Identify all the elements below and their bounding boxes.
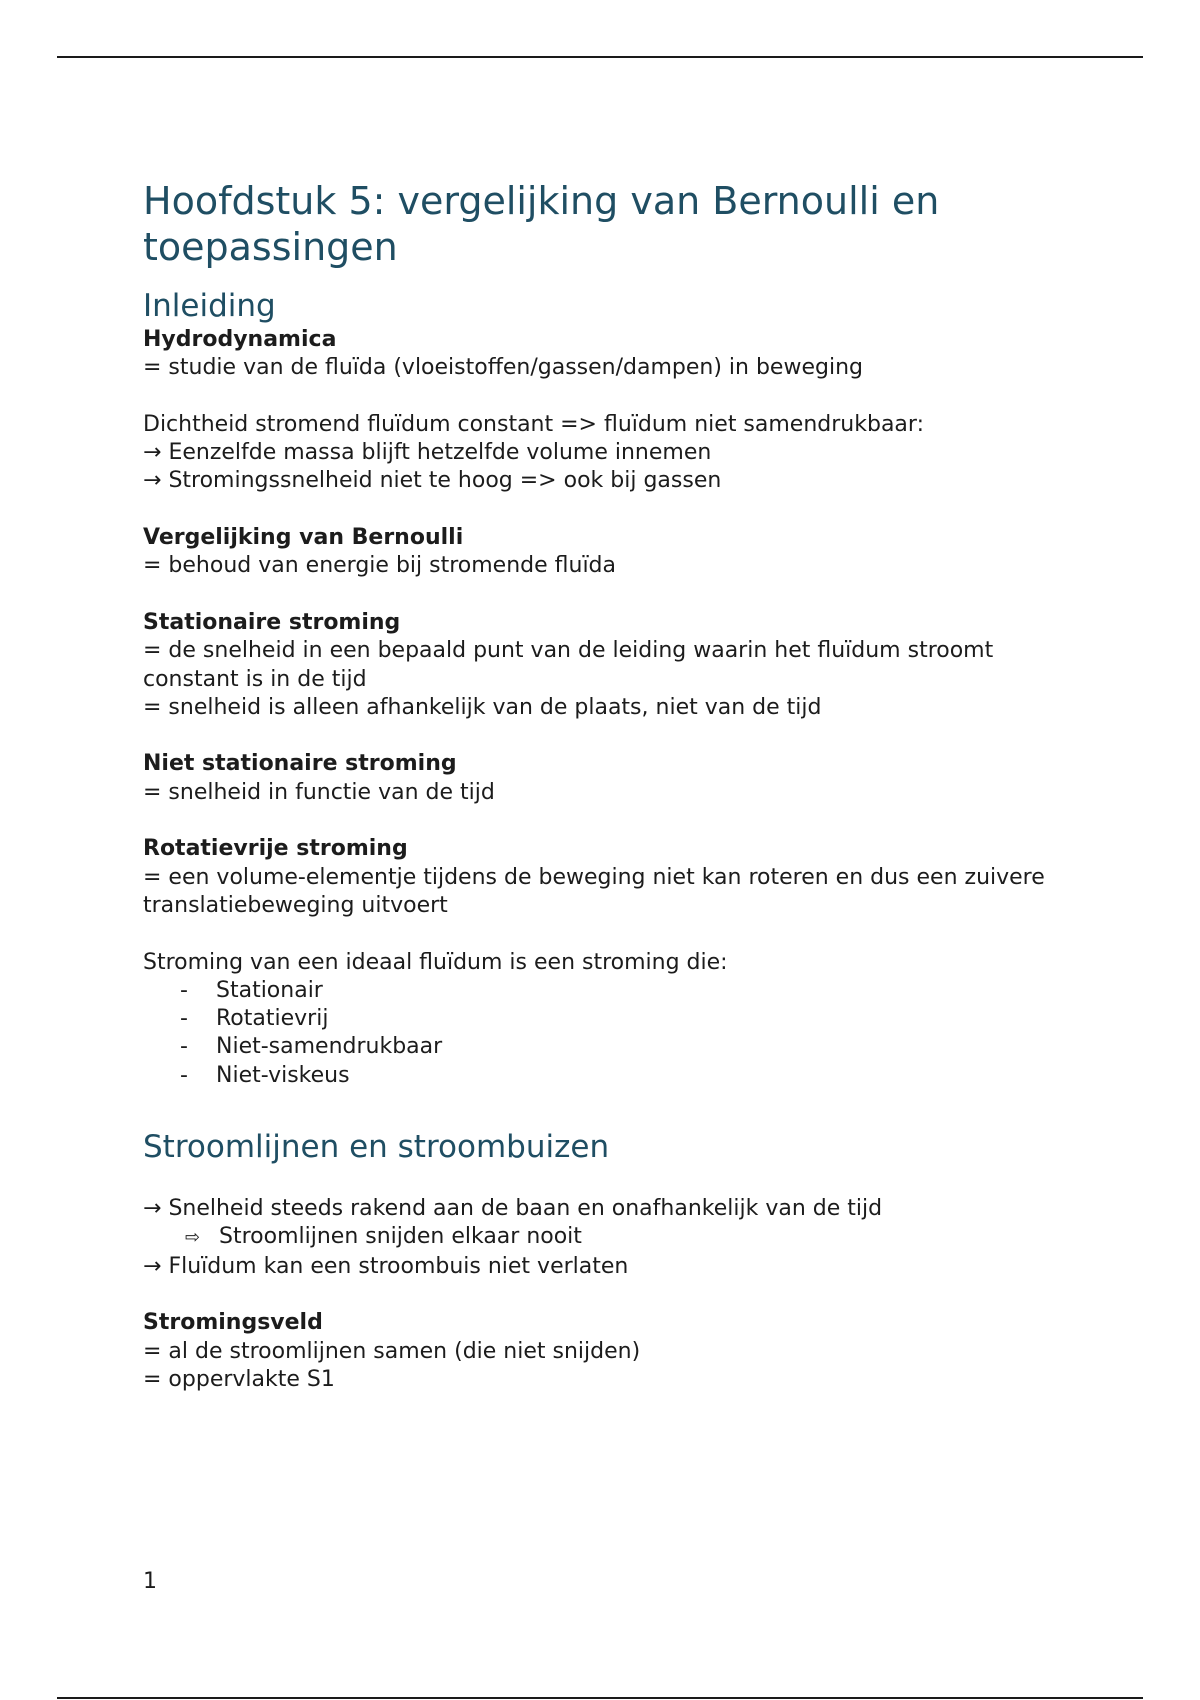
sub-arrow-point: ⇨ Stroomlijnen snijden elkaar nooit — [143, 1223, 1073, 1252]
term-stationaire-stroming: Stationaire stroming — [143, 609, 401, 635]
dash-bullet: - — [180, 1006, 188, 1032]
arrow-icon: → — [143, 1253, 162, 1279]
ideaal-fluidum-list — [143, 977, 1073, 1090]
dash-bullet: - — [180, 1062, 188, 1088]
chapter-title: Hoofdstuk 5: vergelijking van Bernoulli en toepassingen — [143, 179, 940, 269]
list-item: - Niet-samendrukbaar — [143, 1033, 1073, 1061]
dichtheid-intro: Dichtheid stromend fluïdum constant => fluïdum niet samendrukbaar: — [143, 411, 924, 437]
term-niet-stationaire-stroming: Niet stationaire stroming — [143, 751, 457, 777]
list-item: - Niet-viskeus — [143, 1062, 1073, 1090]
dash-bullet: - — [180, 977, 188, 1003]
ideaal-fluidum-intro: Stroming van een ideaal fluïdum is een stroming die: — [143, 949, 728, 975]
definition-stromingsveld-2: = oppervlakte S1 — [143, 1366, 335, 1392]
footer-rule — [57, 1697, 1143, 1699]
list-item: - Stationair — [143, 977, 1073, 1005]
definition-hydrodynamica: = studie van de fluïda (vloeistoffen/gassen/dampen) in beweging — [143, 355, 863, 381]
definition-rotatievrije-stroming: = een volume-elementje tijdens de beweging niet kan roteren en dus een zuivere translatiebeweging uitvoert — [143, 864, 1045, 918]
definition-stationaire-stroming-1: = de snelheid in een bepaald punt van de leiding waarin het fluïdum stroomt constant is in de tijd — [143, 638, 994, 692]
section-heading-stroomlijnen: Stroomlijnen en stroombuizen — [143, 1129, 610, 1166]
arrow-icon: → — [143, 440, 162, 466]
arrow-point: → Snelheid steeds rakend aan de baan en onafhankelijk van de tijd — [143, 1196, 883, 1222]
definition-stationaire-stroming-2: = snelheid is alleen afhankelijk van de plaats, niet van de tijd — [143, 694, 822, 720]
dash-bullet: - — [180, 1034, 188, 1060]
definition-bernoulli: = behoud van energie bij stromende fluïda — [143, 553, 616, 579]
term-stromingsveld: Stromingsveld — [143, 1310, 323, 1336]
hollow-arrow-icon: ⇨ — [185, 1227, 201, 1249]
definition-niet-stationaire-stroming: = snelheid in functie van de tijd — [143, 779, 495, 805]
list-item: - Rotatievrij — [143, 1005, 1073, 1033]
arrow-point: → Eenzelfde massa blijft hetzelfde volume innemen — [143, 440, 712, 466]
arrow-icon: → — [143, 468, 162, 494]
header-rule — [57, 56, 1143, 58]
document-body — [143, 178, 1073, 1394]
term-bernoulli: Vergelijking van Bernoulli — [143, 525, 464, 551]
section-heading-inleiding: Inleiding — [143, 288, 276, 324]
definition-stromingsveld-1: = al de stroomlijnen samen (die niet snijden) — [143, 1338, 641, 1364]
term-hydrodynamica: Hydrodynamica — [143, 327, 337, 352]
arrow-point: → Fluïdum kan een stroombuis niet verlaten — [143, 1253, 629, 1279]
arrow-icon: → — [143, 1196, 162, 1222]
term-rotatievrije-stroming: Rotatievrije stroming — [143, 836, 408, 862]
arrow-point: → Stromingssnelheid niet te hoog => ook bij gassen — [143, 468, 722, 494]
page-number: 1 — [143, 1569, 157, 1594]
